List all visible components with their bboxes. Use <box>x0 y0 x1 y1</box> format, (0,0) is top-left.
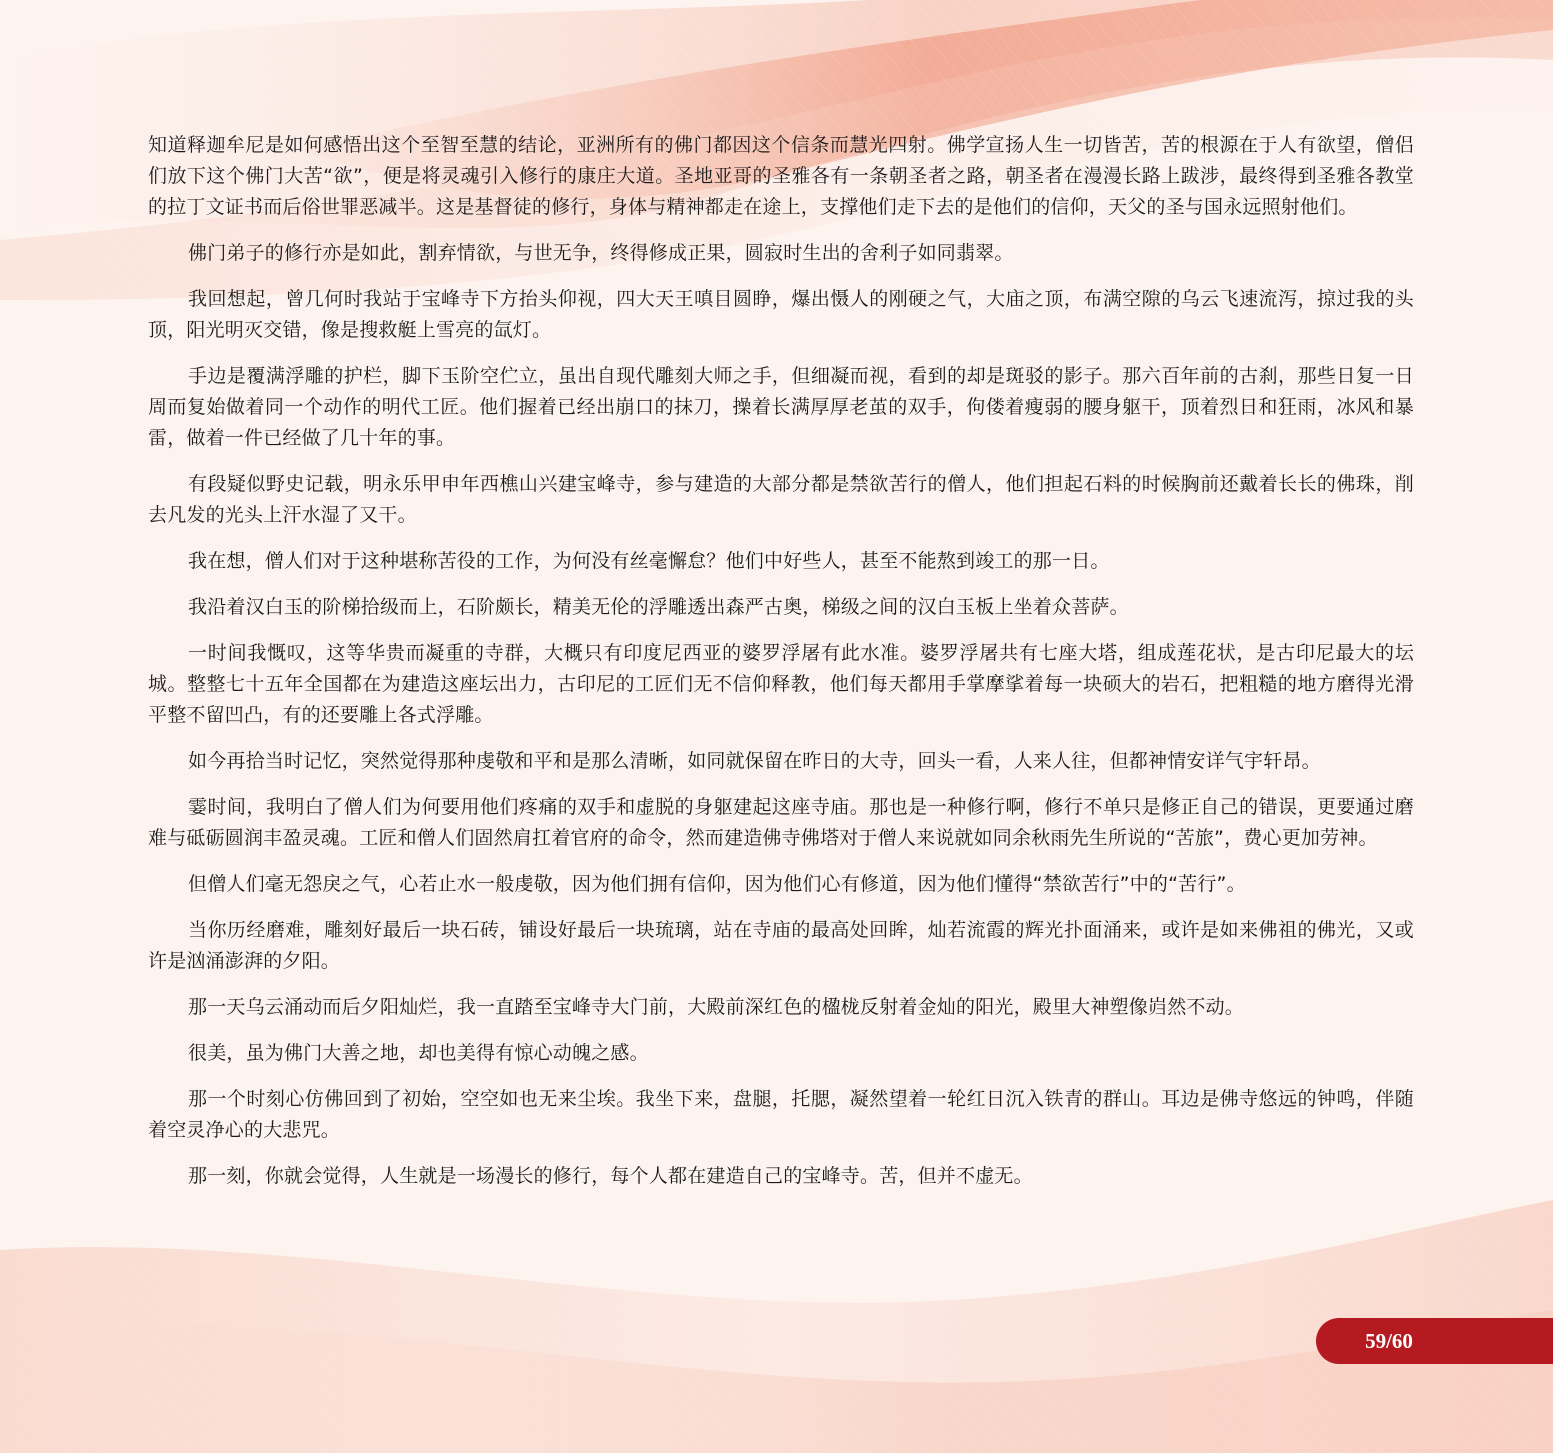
paragraph: 佛门弟子的修行亦是如此，割弃情欲，与世无争，终得修成正果，圆寂时生出的舍利子如同翡翠。 <box>188 242 1014 264</box>
paragraph: 如今再拾当时记忆，突然觉得那种虔敬和平和是那么清晰，如同就保留在昨日的大寺，回头一看，人来人往，但都神情安详气宇轩昂。 <box>188 750 1321 772</box>
paragraph: 我在想，僧人们对于这种堪称苦役的工作，为何没有丝毫懈怠？他们中好些人，甚至不能熬到竣工的那一日。 <box>188 550 1110 572</box>
paragraph: 那一个时刻心仿佛回到了初始，空空如也无来尘埃。我坐下来，盘腿，托腮，凝然望着一轮红日沉入铁青的群山。耳边是佛寺悠远的钟鸣，伴随着空灵净心的大悲咒。 <box>148 1088 1414 1141</box>
article-body <box>148 130 1414 1207</box>
paragraph: 我沿着汉白玉的阶梯拾级而上，石阶颇长，精美无伦的浮雕透出森严古奥，梯级之间的汉白玉板上坐着众菩萨。 <box>188 596 1129 618</box>
paragraph: 那一天乌云涌动而后夕阳灿烂，我一直踏至宝峰寺大门前，大殿前深红色的楹栊反射着金灿的阳光，殿里大神塑像岿然不动。 <box>188 996 1245 1018</box>
paragraph: 霎时间，我明白了僧人们为何要用他们疼痛的双手和虚脱的身躯建起这座寺庙。那也是一种修行啊，修行不单只是修正自己的错误，更要通过磨难与砥砺圆润丰盈灵魂。工匠和僧人们固然肩扛着官府的命令，然而建造佛寺佛塔对于僧人来说就如同余秋雨先生所说的“苦旅”，费心更加劳神。 <box>148 796 1414 849</box>
paragraph: 但僧人们毫无怨戾之气，心若止水一般虔敬，因为他们拥有信仰，因为他们心有修道，因为他们懂得“禁欲苦行”中的“苦行”。 <box>188 873 1246 895</box>
paragraph: 知道释迦牟尼是如何感悟出这个至智至慧的结论，亚洲所有的佛门都因这个信条而慧光四射。佛学宣扬人生一切皆苦，苦的根源在于人有欲望，僧侣们放下这个佛门大苦“欲”，便是将灵魂引入修行的康庄大道。圣地亚哥的圣雅各有一条朝圣者之路，朝圣者在漫漫长路上跋涉，最终得到圣雅各教堂的拉丁文证书而后俗世罪恶减半。这是基督徒的修行，身体与精神都走在途上，支撑他们走下去的是他们的信仰，天父的圣与国永远照射他们。 <box>148 134 1414 218</box>
paragraph: 很美，虽为佛门大善之地，却也美得有惊心动魄之感。 <box>188 1042 649 1064</box>
paragraph: 当你历经磨难，雕刻好最后一块石砖，铺设好最后一块琉璃，站在寺庙的最高处回眸，灿若流霞的辉光扑面涌来，或许是如来佛祖的佛光，又或许是汹涌澎湃的夕阳。 <box>148 919 1414 972</box>
paragraph: 一时间我慨叹，这等华贵而凝重的寺群，大概只有印度尼西亚的婆罗浮屠有此水准。婆罗浮屠共有七座大塔，组成莲花状，是古印尼最大的坛城。整整七十五年全国都在为建造这座坛出力，古印尼的工匠们无不信仰释教，他们每天都用手掌摩挲着每一块硕大的岩石，把粗糙的地方磨得光滑平整不留凹凸，有的还要雕上各式浮雕。 <box>148 642 1414 726</box>
paragraph: 那一刻，你就会觉得，人生就是一场漫长的修行，每个人都在建造自己的宝峰寺。苦，但并不虚无。 <box>188 1165 1033 1187</box>
page-number-badge <box>1316 1318 1553 1364</box>
page-number: 59/60 <box>1365 1329 1413 1353</box>
paragraph: 有段疑似野史记载，明永乐甲申年西樵山兴建宝峰寺，参与建造的大部分都是禁欲苦行的僧人，他们担起石料的时候胸前还戴着长长的佛珠，削去凡发的光头上汗水湿了又干。 <box>148 473 1414 526</box>
paragraph: 手边是覆满浮雕的护栏，脚下玉阶空伫立，虽出自现代雕刻大师之手，但细凝而视，看到的却是斑驳的影子。那六百年前的古刹，那些日复一日周而复始做着同一个动作的明代工匠。他们握着已经出崩口的抹刀，操着长满厚厚老茧的双手，佝偻着瘦弱的腰身躯干，顶着烈日和狂雨，冰风和暴雷，做着一件已经做了几十年的事。 <box>148 365 1414 449</box>
paragraph: 我回想起，曾几何时我站于宝峰寺下方抬头仰视，四大天王嗔目圆睁，爆出慑人的刚硬之气，大庙之顶，布满空隙的乌云飞速流泻，掠过我的头顶，阳光明灭交错，像是搜救艇上雪亮的氙灯。 <box>148 288 1414 341</box>
